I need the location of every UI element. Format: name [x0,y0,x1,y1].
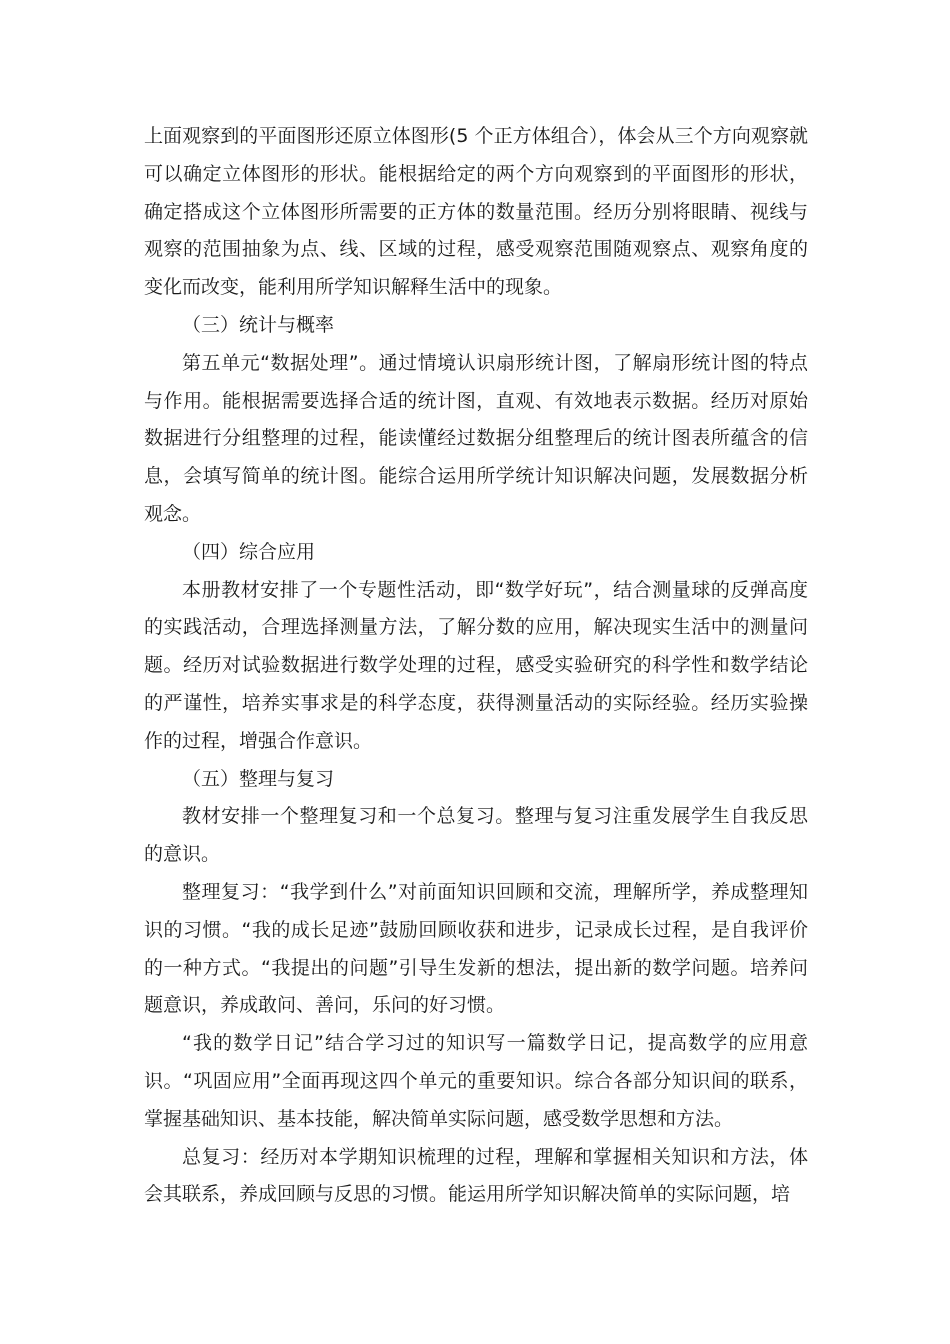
section-heading-statistics: （三）统计与概率 [182,313,335,336]
paragraph-math-fun: 本册教材安排了一个专题性活动，即“数学好玩”，结合测量球的反弹高度的实践活动，合理选择测量方法，了解分数的应用，解决现实生活中的测量问题。经历对试验数据进行数学处理的过程，感受实验研究的科学性和数学结论的严谨性，培养实事求是的科学态度，获得测量活动的实际经验。经历实验操作的过程，增强合作意识。 [144,578,808,752]
paragraph-final-review: 总复习：经历对本学期知识梳理的过程，理解和掌握相关知识和方法，体会其联系，养成回顾与反思的习惯。能运用所学知识解决简单的实际问题，培 [144,1145,808,1206]
paragraph-review-intro: 教材安排一个整理复习和一个总复习。整理与复习注重发展学生自我反思的意识。 [144,805,808,866]
section-heading-application: （四）综合应用 [182,540,316,563]
paragraph-math-diary: “我的数学日记”结合学习过的知识写一篇数学日记，提高数学的应用意识。“巩固应用”全面再现这四个单元的重要知识。综合各部分知识间的联系，掌握基础知识、基本技能，解决简单实际问题，感受数学思想和方法。 [144,1032,808,1130]
paragraph-data-processing: 第五单元“数据处理”。通过情境认识扇形统计图，了解扇形统计图的特点与作用。能根据需要选择合适的统计图，直观、有效地表示数据。经历对原始数据进行分组整理的过程，能读懂经过数据分组整理后的统计图表所蕴含的信息，会填写简单的统计图。能综合运用所学统计知识解决问题，发展数据分析观念。 [144,351,808,525]
section-heading-review: （五）整理与复习 [182,767,335,790]
document-body [144,118,808,1214]
paragraph-continuation: 上面观察到的平面图形还原立体图形(5 个正方体组合），体会从三个方向观察就可以确定立体图形的形状。能根据给定的两个方向观察到的平面图形的形状，确定搭成这个立体图形所需要的正方体的数量范围。经历分别将眼睛、视线与观察的范围抽象为点、线、区域的过程，感受观察范围随观察点、观察角度的变化而改变，能利用所学知识解释生活中的现象。 [144,125,808,299]
paragraph-organize-review: 整理复习：“我学到什么”对前面知识回顾和交流，理解所学，养成整理知识的习惯。“我的成长足迹”鼓励回顾收获和进步，记录成长过程，是自我评价的一种方式。“我提出的问题”引导生发新的想法，提出新的数学问题。培养问题意识，养成敢问、善问，乐问的好习惯。 [144,880,808,1017]
